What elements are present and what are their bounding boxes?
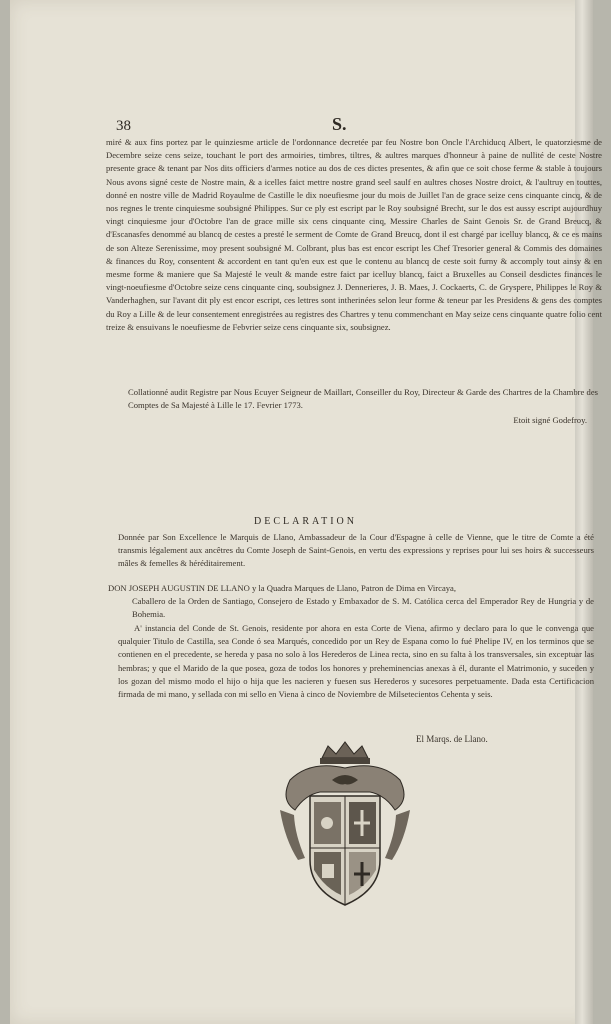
paragraph-letters-patent: miré & aux fins portez par le quinziesme article de l'ordonnance decretée par feu Nostre bon Oncle l'Archiducq Albert, le quatorziesme de Decembre seize cens seize, touchant le port des armoiries, timbres, tiltres, & aultres marques d'honneur à paine de nullité de ceste Nostre presente grace & tenant par Nos dits officiers d'armes notice au dos de ces dictes presentes, & afin que ce soit chose ferme & stable à toujours Nous avons signé ceste de Nostre main, & a icelles faict mettre nostre grand seel saulf en aultres choses Nostre droict, & l'aultruy en touttes, donné en nostre ville de Madrid Royaulme de Castille le dix noeufiesme jour du mois de Juillet l'an de grace seize cens cinquante cincq, & de nos regnes le trente cinquiesme soubsigné Philippes. Sur ce ply est escript par le Roy soubsigné Brecht, sur le dos est aussy escript aujourdhuy vingt cinquiesme jour d'Octobre l'an de grace mille six cens cinquante cinq, Messire Charles de Saint Genois Sr. de Grand Breucq, & d'Escanasfes denommé au blancq de cestes a presté le serment de Comte de Grand Breucq, dont il est chargé par icelluy blancq, & ce es mains de son Alteze Serenissime, moy present soubsigné M. Colbrant, plus bas est encor escript les Chef Tresorier general & Commis des domaines & finances du Roy, consentent & accordent en tant qu'en eux est que le contenu au blancq de ceste soit furny & accomply tout ainsy & en mesme forme & maniere que Sa Majesté le veult & mande estre faict par icelluy blancq, faict a Bruxelles au Conseil desdictes finances le vingt-noeufiesme d'Octobre seize cens cinquante cinq, soubsignez J. Dennerieres, J. B. Maes, J. Cockaerts, C. de Gryspere, Philippes le Roy & Vanderhaghen, sur l'avant dit ply est encor escript, ces lettres sont intherinées selon leur forme & teneur par les Presidens & gens des comptes du Roy a Lille & de leur consentement enregistrées au registres des Chartres y tenu commenchant en May seize cens cinquante quatre folio cent treize & ensuivans le noeufiesme de Febvrier seize cens cinquante six, soubsignez. (106, 137, 602, 332)
signature-llano: El Marqs. de Llano. (416, 734, 488, 744)
declaration-subtitle: Donnée par Son Excellence le Marquis de Llano, Ambassadeur de la Cour d'Espagne à celle de Vienne, que le titre de Comte a été transmis légalement aux ancêtres du Comte Joseph de Saint-Genois, en vertu des expressions y reprises pour lui ses hoirs & successeurs mâles & femelles & héréditairement. (118, 532, 594, 569)
page-number: 38 (116, 118, 131, 134)
spanish-heading (108, 582, 594, 622)
declaration-title: DECLARATION (254, 516, 357, 527)
collation-signed: Etoit signé Godefroy. (513, 415, 587, 425)
collation-paragraph (128, 386, 598, 412)
signature-mark: S. (332, 114, 347, 134)
coat-of-arms-icon (270, 740, 420, 910)
spanish-heading-line1: DON JOSEPH AUGUSTIN DE LLANO y la Quadra Marques de Llano, Patron de Dima en Vircaya, (108, 583, 457, 593)
collation-text: Collationné audit Registre par Nous Ecuyer Seigneur de Maillart, Conseiller du Roy, Directeur & Garde des Chartres de la Chambre des Comptes de Sa Majesté à Lille le 17. Fevrier 1773. (128, 387, 598, 411)
spanish-body: A' instancia del Conde de St. Genois, residente por ahora en esta Corte de Viena, afirmo y declaro para lo que le convenga que qualquier Titulo de Castilla, sea Conde ó sea Marqués, concedido por un Rey de Espana como lo fué Phelipe IV, en los terminos que se contienen en el precedente, se hereda y pasa no solo à los Herederos de Linea recta, sino en su falta à los transversales, sin exceptuar las hembras; y que el Marido de la que posea, goza de todos los honores y preheminencias anexas à él, durante el Matrimonio, y suceden y los gozan del mismo modo el hijo o hija que les nacieren y fuesen sus Herederos y sucesores perpetuamente. Dada esta Certificacion firmada de mi mano, y sellada con mi sello en Viena à cinco de Noviembre de Milsetecientos Cehenta y seis. (118, 623, 594, 700)
spanish-heading-rest: Caballero de la Orden de Santiago, Consejero de Estado y Embaxador de S. M. Católica cerca del Emperador Rey de Hungria y de Bohemia. (132, 596, 594, 620)
